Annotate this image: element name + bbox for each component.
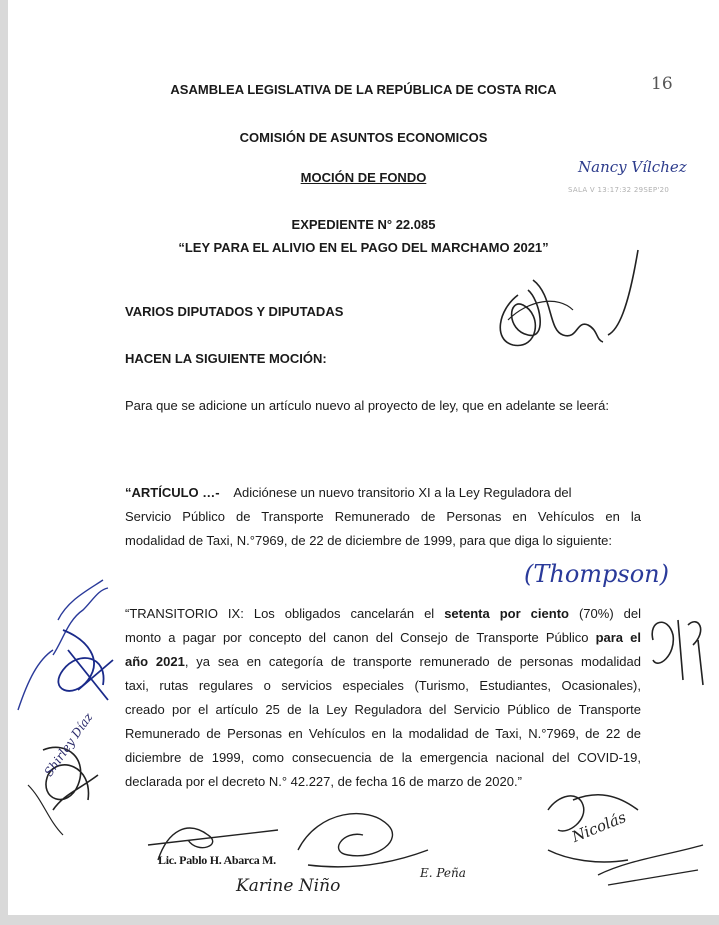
commission-heading: COMISIÓN DE ASUNTOS ECONOMICOS <box>239 130 488 145</box>
intro-paragraph: Para que se adicione un artículo nuevo al proyecto de ley, que en adelante se leerá: <box>125 398 609 413</box>
make-motion-label: HACEN LA SIGUIENTE MOCIÓN: <box>125 351 327 366</box>
transitory-line: declarada por el decreto N.° 42.227, de fecha 16 de marzo de 2020.” <box>125 774 522 789</box>
file-number: EXPEDIENTE N° 22.085 <box>291 217 436 232</box>
article-line: “ARTÍCULO …- Adiciónese un nuevo transitorio XI a la Ley Reguladora del <box>125 485 572 500</box>
transitory-line: creado por el artículo 25 de la Ley Reguladora del Servicio Público de Transporte <box>125 702 641 717</box>
article-line: Servicio Público de Transporte Remunerado de Personas en Vehículos en la <box>125 509 641 524</box>
transitory-line: taxi, rutas regulares o servicios especiales (Turismo, Estudiantes, Ocasionales), <box>125 678 641 693</box>
left-margin-signatures <box>8 560 128 860</box>
handwritten-page-number: 16 <box>651 74 673 94</box>
handwritten-nicolas: Nicolás <box>569 808 629 846</box>
assembly-heading: ASAMBLEA LEGISLATIVA DE LA REPÚBLICA DE COSTA RICA <box>170 82 557 97</box>
receiver-signature-name: Nancy Vílchez <box>578 158 687 176</box>
handwritten-shirley: Shirley Díaz <box>41 710 96 779</box>
handwritten-pena: E. Peña <box>420 866 466 880</box>
proponent-signature <box>478 240 658 370</box>
transitory-line: Remunerado de Personas en Vehículos en la modalidad de Taxi, N.°7969, de 22 de <box>125 726 641 741</box>
article-line: modalidad de Taxi, N.°7969, de 22 de diciembre de 1999, para que diga lo siguiente: <box>125 533 613 548</box>
document-page <box>8 0 719 915</box>
right-margin-signature <box>638 600 718 690</box>
transitory-line: “TRANSITORIO IX: Los obligados cancelarán el setenta por ciento (70%) del <box>125 606 642 621</box>
transitory-line: año 2021, ya sea en categoría de transporte remunerado de personas modalidad <box>125 654 641 669</box>
motion-type-heading: MOCIÓN DE FONDO <box>300 170 427 185</box>
proponents-label: VARIOS DIPUTADOS Y DIPUTADAS <box>125 304 344 319</box>
handwritten-karine: Karine Niño <box>236 876 341 896</box>
reception-stamp: SALA V 13:17:32 29SEP'20 <box>568 186 670 194</box>
handwritten-thompson: (Thompson) <box>524 560 669 588</box>
bill-title: “LEY PARA EL ALIVIO EN EL PAGO DEL MARCHAMO 2021” <box>178 240 549 255</box>
stamped-name: Lic. Pablo H. Abarca M. <box>158 853 276 867</box>
transitory-line: monto a pagar por concepto del canon del Consejo de Transporte Público para el <box>125 630 641 645</box>
transitory-line: diciembre de 1999, como consecuencia de la emergencia nacional del COVID-19, <box>125 750 641 765</box>
